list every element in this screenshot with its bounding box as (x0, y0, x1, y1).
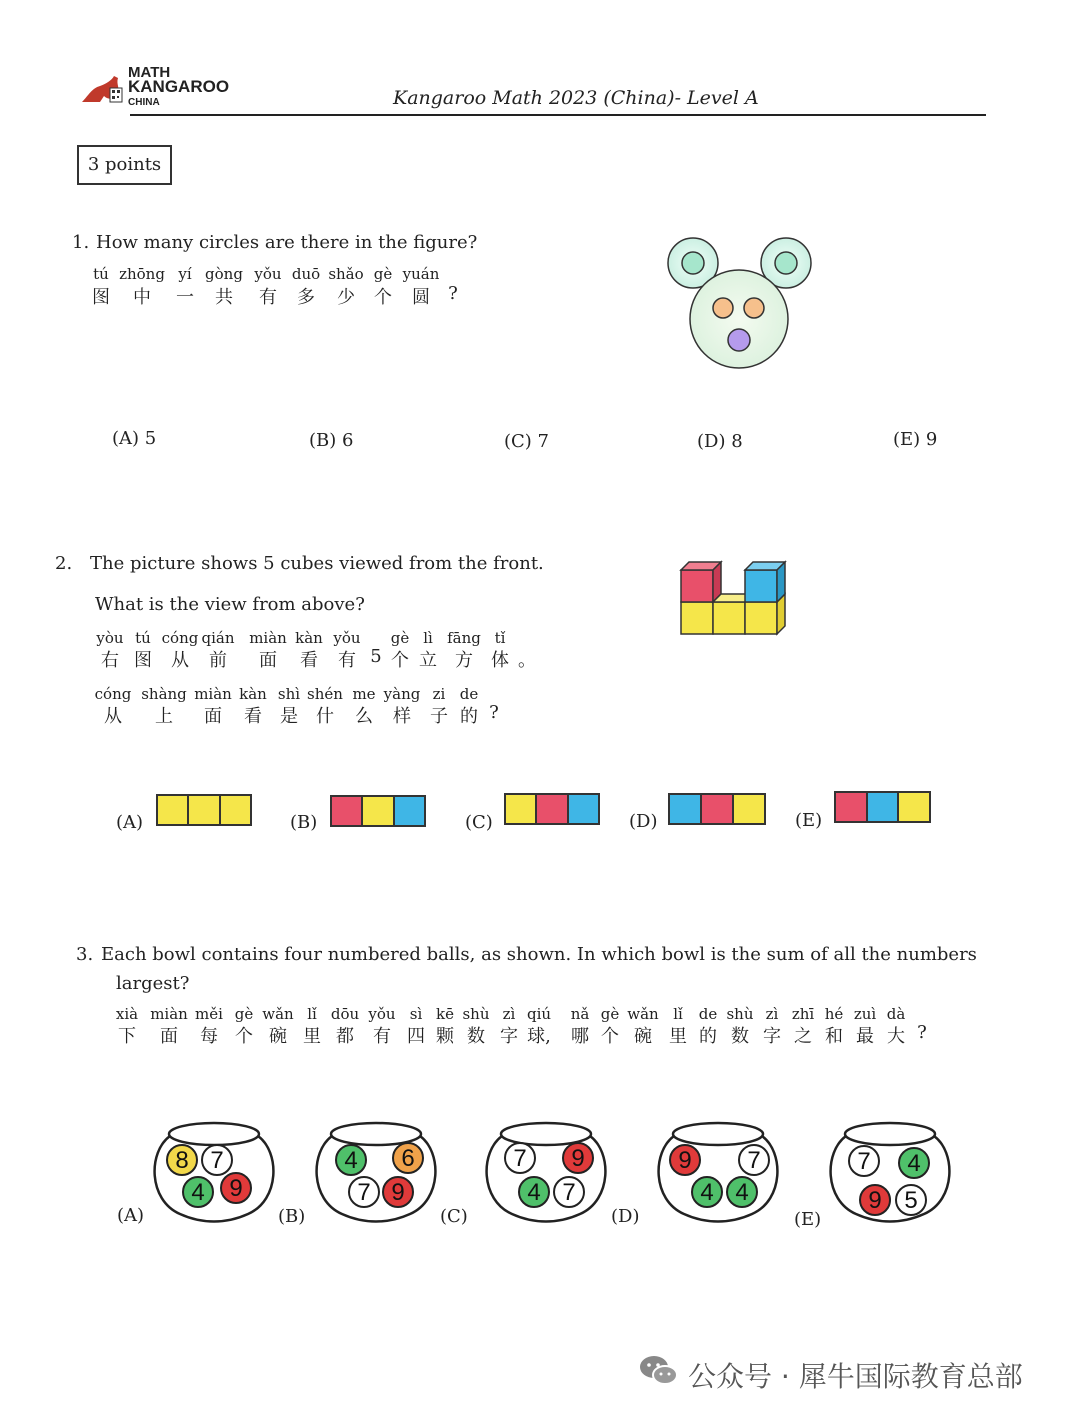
strip-cell (537, 795, 568, 823)
hanzi-char: 下 (118, 1026, 136, 1047)
hanzi-char: 少 (337, 287, 355, 308)
bowl-rim (673, 1123, 763, 1145)
mouth-circle (728, 329, 750, 351)
q3-option-c[interactable]: (C) (440, 1206, 468, 1227)
hanzi-char: 的 (699, 1026, 717, 1047)
hanzi-char: 哪 (571, 1026, 589, 1047)
hanzi-char: 立 (419, 650, 437, 671)
pinyin-syllable: gè (373, 265, 393, 283)
pinyin-syllable: zi (432, 685, 446, 703)
bowl[interactable] (654, 1118, 784, 1228)
hanzi-char: 面 (160, 1026, 178, 1047)
logo (80, 64, 230, 110)
strip-cell (899, 793, 929, 821)
pinyin-syllable: hé (824, 1005, 844, 1023)
hanzi-char: 碗 (634, 1026, 652, 1047)
hanzi-char: 多 (297, 287, 315, 308)
ball-number: 7 (747, 1147, 761, 1174)
q3-option-b[interactable]: (B) (278, 1206, 306, 1227)
pinyin-syllable: yǒu (368, 1005, 396, 1023)
q3-text-2: largest? (116, 973, 190, 994)
q3-text-1: Each bowl contains four numbered balls, as shown. In which bowl is the sum of all the numbers (101, 944, 977, 965)
q1-hanzi (0, 283, 1080, 308)
hanzi-char: 都 (336, 1026, 354, 1047)
ball-number: 7 (562, 1179, 576, 1206)
q2-strip-e[interactable] (834, 791, 931, 823)
q2-number: 2. (55, 553, 73, 574)
hanzi-char: 从 (104, 706, 122, 727)
pinyin-syllable: fāng (447, 629, 481, 647)
hanzi-char: 每 (200, 1026, 218, 1047)
pinyin-syllable: kē (436, 1005, 454, 1023)
q2-strip-b[interactable] (330, 795, 426, 827)
pinyin-syllable: shén (307, 685, 343, 703)
hanzi-char: 。 (518, 650, 536, 671)
bowl[interactable] (312, 1118, 442, 1228)
pinyin-syllable: qián (201, 629, 235, 647)
pinyin-syllable: cóng (94, 685, 132, 703)
pinyin-syllable: miàn (249, 629, 287, 647)
ball-number: 6 (401, 1145, 415, 1172)
q2-strip-d[interactable] (668, 793, 766, 825)
hanzi-char: 颗 (436, 1026, 454, 1047)
strip-cell (670, 795, 702, 823)
strip-cell (189, 796, 220, 824)
q1-option-b[interactable]: (B) 6 (309, 430, 354, 451)
pinyin-syllable: xià (115, 1005, 139, 1023)
pinyin-syllable: wǎn (262, 1005, 294, 1023)
bowl-rim (501, 1123, 591, 1145)
pinyin-syllable: yǒu (254, 265, 282, 283)
hanzi-char: 之 (794, 1026, 812, 1047)
pinyin-syllable: miàn (194, 685, 232, 703)
right-eye-circle (744, 298, 764, 318)
q3-option-e[interactable]: (E) (794, 1209, 822, 1230)
logo-line1: MATH (128, 64, 171, 81)
pinyin-syllable: shì (277, 685, 301, 703)
ball-number: 9 (391, 1179, 405, 1206)
ball-number: 7 (210, 1147, 224, 1174)
hanzi-char: 个 (601, 1026, 619, 1047)
strip-cell (836, 793, 868, 821)
q2-cubes-figure (676, 560, 791, 640)
strip-cell (868, 793, 900, 821)
pinyin-syllable: měi (195, 1005, 223, 1023)
q2-strip-c[interactable] (504, 793, 600, 825)
bowl[interactable] (826, 1118, 956, 1228)
watermark-text: 公众号 · 犀牛国际教育总部 (688, 1360, 1023, 1393)
hanzi-char: 方 (455, 650, 473, 671)
pinyin-syllable: shù (462, 1005, 490, 1023)
left-inner-circle (682, 252, 704, 274)
hanzi-char: 样 (393, 706, 411, 727)
q1-option-e[interactable]: (E) 9 (893, 429, 938, 450)
q2-option-c[interactable]: (C) (465, 812, 493, 833)
strip-cell (702, 795, 734, 823)
hanzi-char: 上 (155, 706, 173, 727)
pinyin-syllable: duō (291, 265, 321, 283)
pinyin-syllable: sì (409, 1005, 423, 1023)
hanzi-char: 5 (370, 646, 382, 667)
strip-cell (395, 797, 424, 825)
pinyin-syllable: shù (726, 1005, 754, 1023)
ball-number: 4 (907, 1150, 921, 1177)
q2-option-e[interactable]: (E) (795, 810, 823, 831)
strip-cell (221, 796, 250, 824)
pinyin-syllable: lǐ (307, 1005, 317, 1023)
ball-number: 4 (191, 1179, 205, 1206)
pinyin-syllable: de (698, 1005, 718, 1023)
pinyin-syllable: gè (390, 629, 410, 647)
pinyin-syllable: yǒu (333, 629, 361, 647)
pinyin-syllable: tú (93, 265, 109, 283)
kangaroo-icon (80, 74, 126, 106)
hanzi-char: 看 (300, 650, 318, 671)
ball-number: 4 (527, 1179, 541, 1206)
strip-cell (332, 797, 363, 825)
ball-number: 4 (344, 1147, 358, 1174)
q2-hanzi-1 (0, 646, 1080, 671)
hanzi-char: 和 (825, 1026, 843, 1047)
hanzi-char: 字 (763, 1026, 781, 1047)
q1-text: How many circles are there in the figure? (96, 232, 478, 253)
pinyin-syllable: yí (178, 265, 192, 283)
pinyin-syllable: lǐ (673, 1005, 683, 1023)
hanzi-char: 有 (373, 1026, 391, 1047)
hanzi-char: 碗 (269, 1026, 287, 1047)
ball-number: 7 (857, 1148, 871, 1175)
hanzi-char: 么 (355, 706, 373, 727)
bowl-rim (845, 1123, 935, 1145)
ball-number: 4 (735, 1179, 749, 1206)
pinyin-syllable: tú (135, 629, 151, 647)
pinyin-syllable: me (352, 685, 376, 703)
strip-cell (363, 797, 394, 825)
left-eye-circle (713, 298, 733, 318)
q2-option-b[interactable]: (B) (290, 812, 318, 833)
hanzi-char: 字 (500, 1026, 518, 1047)
q3-option-d[interactable]: (D) (611, 1206, 640, 1227)
pinyin-syllable: dà (886, 1005, 906, 1023)
bowl[interactable] (482, 1118, 612, 1228)
hanzi-char: 个 (391, 650, 409, 671)
face-circle (690, 270, 788, 368)
pinyin-syllable: zhōng (119, 265, 165, 283)
ball-number: 7 (357, 1179, 371, 1206)
strip-cell (734, 795, 764, 823)
hanzi-char: 个 (374, 287, 392, 308)
hanzi-char: 最 (856, 1026, 874, 1047)
hanzi-char: 里 (303, 1026, 321, 1047)
ball-number: 9 (571, 1145, 585, 1172)
q1-option-a[interactable]: (A) 5 (112, 428, 157, 449)
q1-number: 1. (72, 232, 90, 253)
wechat-icon (638, 1353, 680, 1389)
ball-number: 9 (678, 1147, 692, 1174)
q1-option-d[interactable]: (D) 8 (697, 431, 743, 452)
hanzi-char: ? (448, 283, 458, 304)
q3-option-a[interactable]: (A) (117, 1205, 145, 1226)
hanzi-char: 数 (731, 1026, 749, 1047)
hanzi-char: 圆 (412, 287, 430, 308)
bowl-body (831, 1136, 950, 1222)
pinyin-syllable: zhī (791, 1005, 815, 1023)
pinyin-syllable: yàng (383, 685, 421, 703)
hanzi-char: 面 (259, 650, 277, 671)
hanzi-char: 四 (407, 1026, 425, 1047)
pinyin-syllable: zuì (853, 1005, 877, 1023)
hanzi-char: 图 (92, 287, 110, 308)
q2-option-d[interactable]: (D) (629, 811, 658, 832)
pinyin-syllable: gè (234, 1005, 254, 1023)
q2-text-2: What is the view from above? (95, 594, 365, 615)
hanzi-char: 里 (669, 1026, 687, 1047)
q2-text-1: The picture shows 5 cubes viewed from the front. (90, 553, 544, 574)
hanzi-char: 子 (430, 706, 448, 727)
pinyin-syllable: gòng (205, 265, 243, 283)
q1-option-c[interactable]: (C) 7 (504, 431, 549, 452)
bowl-rim (331, 1123, 421, 1145)
pinyin-syllable: dōu (330, 1005, 360, 1023)
hanzi-char: ? (917, 1022, 927, 1043)
pinyin-syllable: zì (765, 1005, 779, 1023)
q3-hanzi (0, 1022, 1080, 1047)
ball-number: 9 (229, 1175, 243, 1202)
hanzi-char: 从 (171, 650, 189, 671)
hanzi-char: 数 (467, 1026, 485, 1047)
ball-number: 5 (904, 1187, 918, 1214)
pinyin-syllable: gè (600, 1005, 620, 1023)
pinyin-syllable: qiú (526, 1005, 552, 1023)
strip-cell (506, 795, 537, 823)
pinyin-syllable: nǎ (570, 1005, 590, 1023)
pinyin-syllable: zì (502, 1005, 516, 1023)
bowl-rim (169, 1123, 259, 1145)
hanzi-char: 是 (280, 706, 298, 727)
hanzi-char: 图 (134, 650, 152, 671)
pinyin-syllable: lì (423, 629, 433, 647)
q2-strip-a[interactable] (156, 794, 252, 826)
hanzi-char: 球, (527, 1026, 551, 1047)
hanzi-char: 中 (133, 287, 151, 308)
hanzi-char: 一 (176, 287, 194, 308)
ball-number: 7 (513, 1145, 527, 1172)
pinyin-syllable: cóng (161, 629, 199, 647)
bowl[interactable] (150, 1118, 280, 1228)
hanzi-char: 前 (209, 650, 227, 671)
hanzi-char: ? (489, 702, 499, 723)
hanzi-char: 看 (244, 706, 262, 727)
pinyin-syllable: de (459, 685, 479, 703)
hanzi-char: 什 (316, 706, 334, 727)
page-title: Kangaroo Math 2023 (China)- Level A (393, 87, 759, 109)
pinyin-syllable: kàn (239, 685, 267, 703)
pinyin-syllable: kàn (295, 629, 323, 647)
hanzi-char: 大 (887, 1026, 905, 1047)
q2-hanzi-2 (0, 702, 1080, 727)
pinyin-syllable: shǎo (328, 265, 364, 283)
pinyin-syllable: tǐ (494, 629, 506, 647)
pinyin-syllable: wǎn (627, 1005, 659, 1023)
hanzi-char: 面 (204, 706, 222, 727)
q2-option-a[interactable]: (A) (116, 812, 144, 833)
logo-line2: KANGAROO (128, 77, 230, 96)
q1-circle-figure (660, 235, 820, 370)
header-rule (130, 114, 986, 116)
pinyin-syllable: shàng (141, 685, 187, 703)
hanzi-char: 体 (491, 650, 509, 671)
ball-number: 8 (175, 1147, 189, 1174)
strip-cell (569, 795, 598, 823)
hanzi-char: 个 (235, 1026, 253, 1047)
q3-number: 3. (76, 944, 94, 965)
hanzi-char: 的 (460, 706, 478, 727)
hanzi-char: 共 (215, 287, 233, 308)
logo-line3: CHINA (128, 97, 160, 108)
hanzi-char: 右 (101, 650, 119, 671)
ball-number: 4 (700, 1179, 714, 1206)
ball-number: 9 (868, 1187, 882, 1214)
hanzi-char: 有 (259, 287, 277, 308)
pinyin-syllable: yòu (96, 629, 124, 647)
pinyin-syllable: miàn (150, 1005, 188, 1023)
pinyin-syllable: yuán (402, 265, 440, 283)
hanzi-char: 有 (338, 650, 356, 671)
right-inner-circle (775, 252, 797, 274)
strip-cell (158, 796, 189, 824)
points-badge: 3 points (77, 145, 172, 185)
